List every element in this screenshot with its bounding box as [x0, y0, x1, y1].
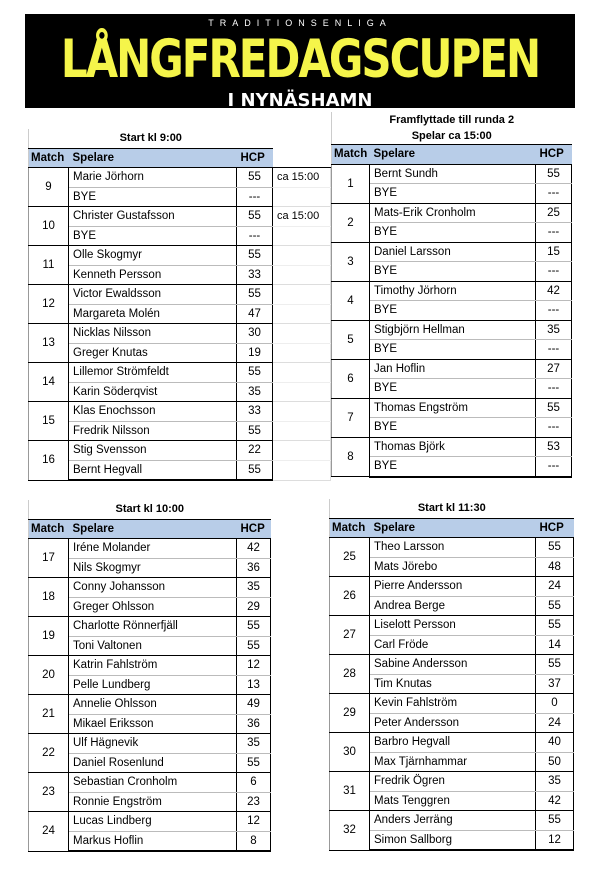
table-row [29, 695, 271, 715]
match-number: 26 [330, 577, 370, 616]
col-header-player: Spelare [370, 145, 536, 165]
player-hcp: 55 [536, 811, 574, 831]
start-note [273, 460, 331, 480]
player-name: Ronnie Engström [69, 792, 237, 812]
player-name: Tim Knutas [370, 674, 536, 694]
player-name: Thomas Björk [370, 437, 536, 457]
match-number: 17 [29, 539, 69, 578]
start-note [273, 304, 331, 324]
table-row [29, 363, 331, 383]
match-number: 10 [29, 207, 69, 246]
player-hcp: 33 [237, 265, 273, 285]
match-number: 19 [29, 617, 69, 656]
player-name: BYE [69, 226, 237, 246]
player-name: Bernt Sundh [370, 164, 536, 184]
schedule-block-0900 [28, 129, 331, 481]
start-note [273, 265, 331, 285]
match-number: 25 [330, 538, 370, 577]
player-hcp: 55 [536, 164, 572, 184]
table-row [29, 187, 331, 207]
banner-title: LÅNGFREDAGSCUPEN [60, 28, 540, 90]
start-note [273, 421, 331, 441]
table-row [330, 577, 574, 597]
player-hcp: 6 [237, 773, 271, 793]
table-row [29, 226, 331, 246]
player-name: Karin Söderqvist [69, 382, 237, 402]
table-row [29, 656, 271, 676]
col-header-match: Match [330, 518, 370, 538]
player-hcp: 36 [237, 558, 271, 578]
col-header-player: Spelare [69, 148, 237, 168]
table-row [29, 304, 331, 324]
player-hcp: 33 [237, 402, 273, 422]
table-row [332, 398, 572, 418]
match-number: 16 [29, 441, 69, 481]
player-hcp: --- [536, 418, 572, 438]
match-table [28, 129, 331, 481]
player-name: Iréne Molander [69, 539, 237, 559]
player-name: Toni Valtonen [69, 636, 237, 656]
player-name: Fredrik Ögren [370, 772, 536, 792]
player-name: Pelle Lundberg [69, 675, 237, 695]
player-name: Jan Hoflin [370, 359, 536, 379]
player-hcp: 0 [536, 694, 574, 714]
table-row [29, 441, 331, 461]
match-number: 12 [29, 285, 69, 324]
table-row [29, 812, 271, 832]
player-hcp: 35 [237, 382, 273, 402]
table-row [29, 402, 331, 422]
player-name: Stig Svensson [69, 441, 237, 461]
col-header-player: Spelare [370, 518, 536, 538]
table-row [29, 734, 271, 754]
player-name: Greger Ohlsson [69, 597, 237, 617]
player-hcp: 55 [237, 753, 271, 773]
start-note [273, 402, 331, 422]
player-hcp: 30 [237, 324, 273, 344]
col-header-blank [273, 148, 331, 168]
player-name: Victor Ewaldsson [69, 285, 237, 305]
player-hcp: 55 [536, 616, 574, 636]
player-name: Margareta Molén [69, 304, 237, 324]
table-row [29, 343, 331, 363]
match-number: 20 [29, 656, 69, 695]
player-name: BYE [370, 262, 536, 282]
table-row [29, 773, 271, 793]
player-name: BYE [370, 418, 536, 438]
player-hcp: 35 [237, 734, 271, 754]
match-number: 1 [332, 164, 370, 203]
player-name: Mats-Erik Cronholm [370, 203, 536, 223]
player-name: Daniel Larsson [370, 242, 536, 262]
player-hcp: --- [536, 301, 572, 321]
player-hcp: --- [536, 340, 572, 360]
match-number: 27 [330, 616, 370, 655]
match-number: 8 [332, 437, 370, 477]
match-number: 29 [330, 694, 370, 733]
player-name: Charlotte Rönnerfjäll [69, 617, 237, 637]
banner-location: I NYNÄSHAMN [227, 90, 373, 111]
player-hcp: 23 [237, 792, 271, 812]
match-number: 32 [330, 811, 370, 851]
player-hcp: 24 [536, 713, 574, 733]
start-note [273, 324, 331, 344]
match-table [329, 499, 574, 851]
player-name: Mats Tenggren [370, 791, 536, 811]
player-name: Olle Skogmyr [69, 246, 237, 266]
col-header-hcp: HCP [237, 148, 273, 168]
table-row [29, 207, 331, 227]
table-row [330, 538, 574, 558]
player-name: Bernt Hegvall [69, 460, 237, 480]
table-row [330, 616, 574, 636]
player-name: BYE [69, 187, 237, 207]
table-row [332, 164, 572, 184]
table-row [332, 203, 572, 223]
title-banner [25, 14, 575, 111]
col-header-hcp: HCP [536, 145, 572, 165]
player-name: Conny Johansson [69, 578, 237, 598]
player-name: Kevin Fahlström [370, 694, 536, 714]
col-header-match: Match [29, 148, 69, 168]
start-note [273, 226, 331, 246]
player-name: Sabine Andersson [370, 655, 536, 675]
player-hcp: 22 [237, 441, 273, 461]
player-name: Lucas Lindberg [69, 812, 237, 832]
player-hcp: 55 [237, 636, 271, 656]
start-note [273, 382, 331, 402]
player-hcp: --- [536, 262, 572, 282]
match-number: 2 [332, 203, 370, 242]
player-hcp: --- [536, 184, 572, 204]
player-hcp: 36 [237, 714, 271, 734]
player-hcp: 55 [237, 363, 273, 383]
player-name: BYE [370, 340, 536, 360]
schedule-block-1000 [28, 500, 271, 852]
schedule-block-moved-round2 [331, 112, 572, 478]
match-number: 13 [29, 324, 69, 363]
player-name: Nicklas Nilsson [69, 324, 237, 344]
schedule-block-1130 [329, 499, 574, 851]
player-hcp: 42 [536, 281, 572, 301]
match-number: 4 [332, 281, 370, 320]
player-hcp: 25 [536, 203, 572, 223]
player-hcp: 37 [536, 674, 574, 694]
table-row [29, 539, 271, 559]
player-hcp: --- [237, 226, 273, 246]
table-row [330, 655, 574, 675]
table-row [29, 460, 331, 480]
match-number: 22 [29, 734, 69, 773]
match-number: 24 [29, 812, 69, 852]
block-title: Start kl 9:00 [119, 132, 182, 145]
match-number: 30 [330, 733, 370, 772]
player-hcp: 29 [237, 597, 271, 617]
player-name: Klas Enochsson [69, 402, 237, 422]
player-name: Marie Jörhorn [69, 168, 237, 188]
block-title: Start kl 10:00 [115, 503, 184, 516]
player-name: Theo Larsson [370, 538, 536, 558]
table-row [29, 617, 271, 637]
table-row [330, 811, 574, 831]
player-hcp: 55 [237, 421, 273, 441]
player-name: Annelie Ohlsson [69, 695, 237, 715]
player-name: Markus Hoflin [69, 831, 237, 851]
table-row [29, 324, 331, 344]
player-hcp: --- [536, 223, 572, 243]
player-hcp: 14 [536, 635, 574, 655]
match-number: 7 [332, 398, 370, 437]
player-name: Simon Sallborg [370, 830, 536, 850]
player-hcp: 15 [536, 242, 572, 262]
player-hcp: 35 [237, 578, 271, 598]
col-header-match: Match [29, 519, 69, 539]
match-number: 28 [330, 655, 370, 694]
start-note [273, 246, 331, 266]
table-row [330, 772, 574, 792]
player-name: Lillemor Strömfeldt [69, 363, 237, 383]
player-hcp: 49 [237, 695, 271, 715]
player-name: Carl Fröde [370, 635, 536, 655]
player-hcp: 53 [536, 437, 572, 457]
player-name: Barbro Hegvall [370, 733, 536, 753]
col-header-player: Spelare [69, 519, 237, 539]
player-hcp: --- [536, 379, 572, 399]
match-number: 11 [29, 246, 69, 285]
player-name: Timothy Jörhorn [370, 281, 536, 301]
player-name: BYE [370, 223, 536, 243]
player-hcp: 13 [237, 675, 271, 695]
start-note: ca 15:00 [273, 168, 331, 188]
table-row [332, 242, 572, 262]
block-title: Start kl 11:30 [417, 502, 486, 515]
table-row [29, 265, 331, 285]
player-hcp: 55 [536, 538, 574, 558]
player-hcp: 12 [237, 656, 271, 676]
table-row [330, 733, 574, 753]
player-hcp: 55 [536, 596, 574, 616]
player-hcp: --- [536, 457, 572, 477]
player-name: BYE [370, 379, 536, 399]
player-hcp: 55 [237, 460, 273, 480]
player-hcp: 50 [536, 752, 574, 772]
match-number: 6 [332, 359, 370, 398]
match-number: 5 [332, 320, 370, 359]
start-note: ca 15:00 [273, 207, 331, 227]
player-hcp: 47 [237, 304, 273, 324]
match-table [331, 112, 572, 478]
player-name: BYE [370, 301, 536, 321]
match-table [28, 500, 271, 852]
player-name: BYE [370, 184, 536, 204]
player-hcp: 12 [536, 830, 574, 850]
start-note [273, 187, 331, 207]
table-row [29, 285, 331, 305]
match-number: 23 [29, 773, 69, 812]
player-hcp: 35 [536, 320, 572, 340]
banner-subtitle: TRADITIONSENLIGA [208, 18, 392, 28]
player-hcp: 24 [536, 577, 574, 597]
player-name: Fredrik Nilsson [69, 421, 237, 441]
player-name: Andrea Berge [370, 596, 536, 616]
player-name: Katrin Fahlström [69, 656, 237, 676]
player-hcp: 19 [237, 343, 273, 363]
start-note [273, 441, 331, 461]
player-hcp: 48 [536, 557, 574, 577]
player-name: Kenneth Persson [69, 265, 237, 285]
player-hcp: 42 [237, 539, 271, 559]
player-name: Sebastian Cronholm [69, 773, 237, 793]
table-row [332, 281, 572, 301]
player-hcp: 55 [237, 168, 273, 188]
col-header-hcp: HCP [536, 518, 574, 538]
player-name: Nils Skogmyr [69, 558, 237, 578]
player-name: Stigbjörn Hellman [370, 320, 536, 340]
player-hcp: --- [237, 187, 273, 207]
start-note [273, 363, 331, 383]
player-hcp: 55 [237, 246, 273, 266]
player-hcp: 55 [237, 285, 273, 305]
table-row [29, 168, 331, 188]
player-name: Ulf Hägnevik [69, 734, 237, 754]
player-name: BYE [370, 457, 536, 477]
player-name: Mats Jörebo [370, 557, 536, 577]
player-name: Daniel Rosenlund [69, 753, 237, 773]
table-row [332, 320, 572, 340]
match-number: 31 [330, 772, 370, 811]
table-row [29, 246, 331, 266]
player-hcp: 8 [237, 831, 271, 851]
player-hcp: 55 [237, 617, 271, 637]
match-number: 3 [332, 242, 370, 281]
player-name: Pierre Andersson [370, 577, 536, 597]
table-row [29, 382, 331, 402]
match-number: 18 [29, 578, 69, 617]
table-row [332, 437, 572, 457]
table-row [330, 694, 574, 714]
col-header-hcp: HCP [237, 519, 271, 539]
player-name: Christer Gustafsson [69, 207, 237, 227]
player-name: Peter Andersson [370, 713, 536, 733]
start-note [273, 285, 331, 305]
table-row [332, 359, 572, 379]
player-hcp: 40 [536, 733, 574, 753]
match-number: 14 [29, 363, 69, 402]
player-hcp: 55 [237, 207, 273, 227]
player-name: Liselott Persson [370, 616, 536, 636]
col-header-match: Match [332, 145, 370, 165]
player-hcp: 55 [536, 398, 572, 418]
blank-cell [273, 129, 331, 148]
table-row [29, 421, 331, 441]
table-row [29, 578, 271, 598]
player-name: Max Tjärnhammar [370, 752, 536, 772]
player-hcp: 35 [536, 772, 574, 792]
player-name: Thomas Engström [370, 398, 536, 418]
start-note [273, 343, 331, 363]
player-hcp: 27 [536, 359, 572, 379]
player-hcp: 12 [237, 812, 271, 832]
match-number: 9 [29, 168, 69, 207]
player-hcp: 42 [536, 791, 574, 811]
block-subtitle: Spelar ca 15:00 [411, 130, 492, 142]
block-title: Framflyttade till runda 2 [389, 114, 515, 126]
player-hcp: 55 [536, 655, 574, 675]
player-name: Anders Jerräng [370, 811, 536, 831]
match-number: 21 [29, 695, 69, 734]
player-name: Greger Knutas [69, 343, 237, 363]
match-number: 15 [29, 402, 69, 441]
player-name: Mikael Eriksson [69, 714, 237, 734]
